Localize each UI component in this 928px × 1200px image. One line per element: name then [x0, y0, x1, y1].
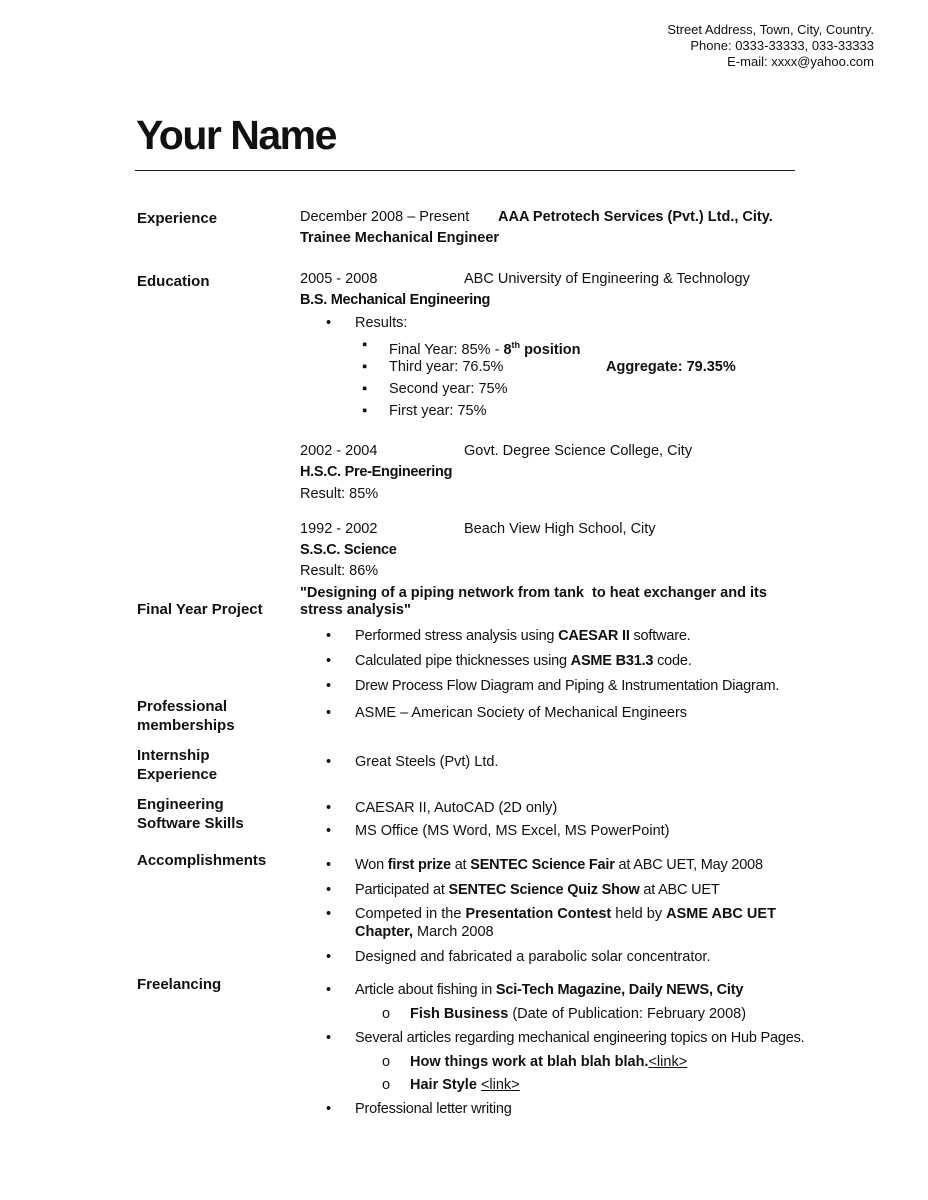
final-year-pos-sup: th	[511, 340, 521, 350]
final-year-pos-word: position	[520, 341, 581, 358]
label-experience: Experience	[137, 210, 218, 227]
a1-bold-fair: SENTEC Science Fair	[470, 857, 615, 873]
bullet-marker: •	[326, 705, 332, 721]
project-b2-bold: ASME B31.3	[570, 653, 654, 669]
a1-bold-prize: first prize	[387, 857, 451, 873]
label-software-line1: Engineering	[137, 796, 224, 813]
address: Street Address, Town, City, Country.	[667, 22, 874, 37]
project-b2-post: code.	[653, 653, 692, 669]
a3-text-date: March 2008	[413, 924, 494, 940]
a1-text: Won	[355, 857, 388, 873]
a2-bold: SENTEC Science Quiz Show	[448, 882, 640, 898]
uni-degree: B.S. Mechanical Engineering	[300, 292, 491, 308]
project-b1-bold: CAESAR II	[558, 628, 630, 644]
label-education: Education	[137, 273, 210, 290]
square-marker: ▪	[362, 359, 368, 375]
experience-title: Trainee Mechanical Engineer	[300, 230, 500, 246]
hsc-result: Result: 85%	[300, 486, 379, 502]
second-year-text: Second year: 75%	[389, 381, 508, 397]
software-b1: CAESAR II, AutoCAD (2D only)	[355, 800, 558, 816]
ssc-degree: S.S.C. Science	[300, 542, 397, 558]
label-project: Final Year Project	[137, 601, 263, 618]
hsc-degree: H.S.C. Pre-Engineering	[300, 464, 453, 480]
final-year-prefix: Final Year: 85% -	[389, 341, 504, 358]
project-b1-pre: Performed stress analysis using	[355, 628, 559, 644]
circle-marker: o	[382, 1077, 391, 1093]
project-title-line1: "Designing of a piping network from tank to heat exchanger and its	[300, 585, 767, 601]
bullet-marker: •	[326, 982, 331, 998]
label-software-line2: Software Skills	[137, 815, 244, 832]
ssc-result: Result: 86%	[300, 563, 379, 579]
label-accomplishments: Accomplishments	[137, 852, 267, 869]
a3-text: Competed in the	[355, 906, 466, 922]
label-internship-line2: Experience	[137, 766, 218, 783]
f2b-bold: Hair Style	[410, 1077, 477, 1093]
first-year-text: First year: 75%	[389, 403, 487, 419]
f1-bold: Sci-Tech Magazine, Daily NEWS, City	[495, 982, 744, 998]
final-year-pos-num: 8	[503, 341, 512, 358]
project-title	[300, 585, 767, 619]
bullet-marker: •	[326, 678, 331, 694]
resume-name: Your Name	[136, 112, 336, 158]
ssc-school: Beach View High School, City	[464, 521, 656, 537]
bullet-marker: •	[326, 800, 332, 816]
bullet-marker: •	[326, 882, 331, 898]
a3-bold-chapter: Chapter,	[355, 924, 414, 940]
hsc-years: 2002 - 2004	[300, 443, 378, 459]
uni-years: 2005 - 2008	[300, 271, 378, 287]
uni-name: ABC University of Engineering & Technology	[464, 271, 750, 287]
internship-text: Great Steels (Pvt) Ltd.	[355, 754, 499, 770]
square-marker: ▪	[362, 381, 368, 397]
circle-marker: o	[382, 1054, 391, 1070]
f1-text: Article about fishing in	[355, 982, 496, 998]
project-title-line2: stress analysis"	[300, 602, 411, 618]
project-b1-post: software.	[629, 628, 691, 644]
circle-marker: o	[382, 1006, 391, 1022]
bullet-marker: •	[326, 1030, 331, 1046]
bullet-marker: •	[326, 949, 332, 965]
experience-company: AAA Petrotech Services (Pvt.) Ltd., City.	[498, 209, 773, 225]
phone: Phone: 0333-33333, 033-33333	[690, 38, 874, 53]
label-freelancing: Freelancing	[137, 976, 222, 993]
bullet-marker: •	[326, 315, 332, 331]
a3-bold-asme: ASME ABC UET	[666, 906, 776, 922]
software-b2: MS Office (MS Word, MS Excel, MS PowerPoint)	[355, 823, 670, 839]
f2b-link[interactable]: <link>	[480, 1077, 520, 1093]
hsc-school: Govt. Degree Science College, City	[464, 443, 693, 459]
project-b3: Drew Process Flow Diagram and Piping & Instrumentation Diagram.	[355, 678, 780, 694]
results-label: Results:	[355, 315, 408, 331]
bullet-marker: •	[326, 906, 332, 922]
bullet-marker: •	[326, 823, 332, 839]
bullet-marker: •	[326, 628, 331, 644]
f1a-text: (Date of Publication: February 2008)	[508, 1006, 747, 1022]
a1-text-end: at ABC UET, May 2008	[614, 857, 763, 873]
project-b2-pre: Calculated pipe thicknesses using	[355, 653, 571, 669]
ssc-years: 1992 - 2002	[300, 521, 378, 537]
bullet-marker: •	[326, 754, 332, 770]
a2-text-end: at ABC UET	[639, 882, 720, 898]
bullet-marker: •	[326, 653, 331, 669]
square-marker: ▪	[362, 403, 368, 419]
header-divider	[135, 170, 795, 171]
f1a-bold: Fish Business	[410, 1006, 509, 1022]
a2-text: Participated at	[355, 882, 449, 898]
a3-text-held: held by	[611, 906, 667, 922]
f2a-bold: How things work at blah blah blah.	[410, 1054, 649, 1070]
bullet-marker: •	[326, 857, 331, 873]
third-year-text: Third year: 76.5%	[389, 359, 504, 375]
contact-block	[667, 22, 874, 70]
aggregate-text: Aggregate: 79.35%	[606, 359, 736, 375]
label-memberships	[137, 697, 235, 735]
f3-text: Professional letter writing	[355, 1101, 512, 1117]
a1-text-at: at	[450, 857, 471, 873]
label-software	[137, 795, 244, 833]
email: E-mail: xxxx@yahoo.com	[727, 54, 874, 69]
label-memberships-line1: Professional	[137, 698, 228, 715]
label-internship-line1: Internship	[137, 747, 210, 764]
experience-period: December 2008 – Present	[300, 209, 470, 225]
bullet-marker: •	[326, 1101, 331, 1117]
membership-text: ASME – American Society of Mechanical Engineers	[355, 705, 688, 721]
f2-text: Several articles regarding mechanical engineering topics on Hub Pages.	[355, 1030, 805, 1046]
a3-bold-contest: Presentation Contest	[465, 906, 612, 922]
label-memberships-line2: memberships	[137, 717, 235, 734]
square-marker: ▪	[362, 337, 368, 353]
label-internship	[137, 746, 217, 784]
a4-text: Designed and fabricated a parabolic solar concentrator.	[355, 949, 711, 965]
f2a-link[interactable]: <link>	[648, 1054, 688, 1070]
